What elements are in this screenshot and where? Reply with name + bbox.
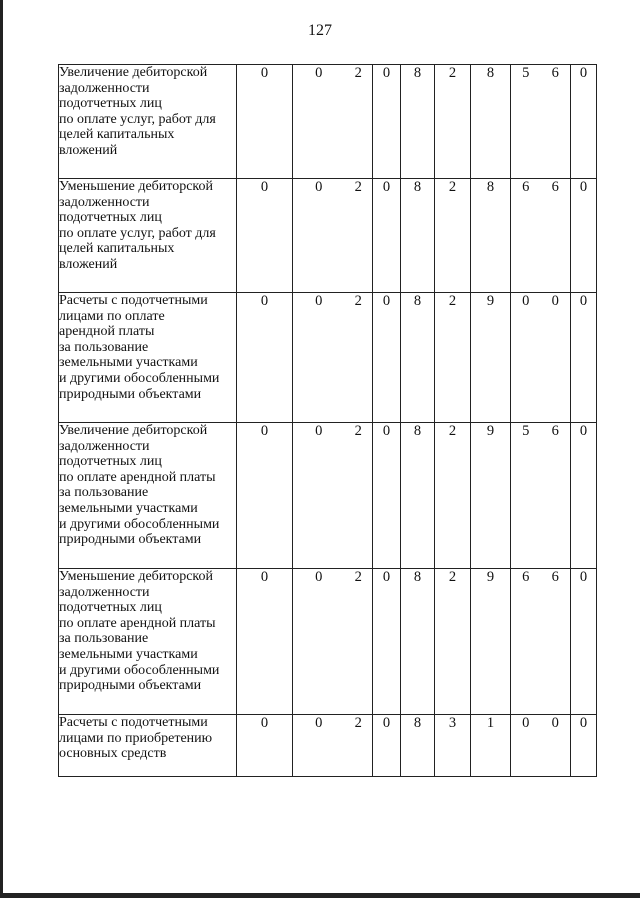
account-code-digit: 1	[471, 715, 511, 777]
account-code-digit: 0	[293, 179, 345, 293]
account-code-digit: 9	[471, 293, 511, 423]
description-line: Уменьшение дебиторской	[59, 179, 214, 194]
account-code-digit: 0	[571, 293, 597, 423]
description-line: за пользование	[59, 485, 149, 501]
description-line: по оплате услуг, работ для	[59, 111, 216, 127]
account-code-digit: 0	[373, 715, 401, 777]
account-code-digit: 0	[237, 423, 293, 569]
account-code-digit: 6	[541, 423, 571, 569]
description-line: земельными участками	[59, 355, 198, 371]
description-line: лицами по приобретению	[59, 730, 213, 746]
account-code-digit: 2	[345, 293, 373, 423]
account-code-digit: 2	[345, 65, 373, 179]
account-code-digit: 0	[373, 65, 401, 179]
description-line: арендной платы	[59, 324, 155, 340]
account-code-digit: 8	[401, 65, 435, 179]
account-code-digit: 0	[541, 715, 571, 777]
page-number: 127	[308, 22, 332, 39]
account-code-digit: 0	[293, 715, 345, 777]
description-line: подотчетных лиц	[59, 600, 162, 616]
account-code-digit: 0	[571, 715, 597, 777]
description-line: задолженности	[59, 438, 150, 454]
description-line: основных средств	[59, 746, 167, 762]
description-line: вложений	[59, 256, 118, 272]
account-code-digit: 6	[541, 65, 571, 179]
description-line: подотчетных лиц	[59, 210, 162, 226]
table-row	[59, 569, 597, 715]
account-description	[59, 715, 237, 777]
accounts-table	[58, 64, 597, 777]
account-code-digit: 0	[237, 65, 293, 179]
description-line: земельными участками	[59, 500, 198, 516]
account-code-digit: 2	[345, 179, 373, 293]
description-line: задолженности	[59, 194, 150, 210]
account-description	[59, 65, 237, 179]
description-line: лицами по оплате	[59, 308, 165, 324]
table-row	[59, 179, 597, 293]
account-code-digit: 0	[293, 65, 345, 179]
account-code-digit: 6	[541, 569, 571, 715]
account-code-digit: 2	[435, 179, 471, 293]
account-code-digit: 0	[373, 179, 401, 293]
account-code-digit: 0	[571, 179, 597, 293]
account-code-digit: 8	[471, 65, 511, 179]
description-line: земельными участками	[59, 646, 198, 662]
account-code-digit: 2	[345, 715, 373, 777]
scan-edge-bottom	[0, 893, 640, 898]
account-code-digit: 8	[401, 423, 435, 569]
description-line: природными объектами	[59, 532, 202, 548]
account-code-digit: 8	[471, 179, 511, 293]
description-line: Увеличение дебиторской	[59, 65, 208, 80]
account-code-digit: 0	[571, 423, 597, 569]
account-code-digit: 0	[237, 179, 293, 293]
account-code-digit: 0	[571, 65, 597, 179]
description-line: Увеличение дебиторской	[59, 423, 208, 438]
account-description	[59, 569, 237, 715]
description-line: по оплате арендной платы	[59, 615, 216, 631]
account-code-digit: 0	[293, 423, 345, 569]
account-code-digit: 6	[511, 179, 541, 293]
description-line: задолженности	[59, 80, 150, 96]
description-line: Расчеты с подотчетными	[59, 715, 208, 730]
table-row	[59, 65, 597, 179]
description-line: природными объектами	[59, 678, 202, 694]
account-code-digit: 0	[293, 569, 345, 715]
description-line: и другими обособленными	[59, 370, 220, 386]
account-code-digit: 6	[541, 179, 571, 293]
account-code-digit: 0	[293, 293, 345, 423]
account-description	[59, 423, 237, 569]
account-code-digit: 0	[237, 293, 293, 423]
description-line: природными объектами	[59, 386, 202, 402]
account-code-digit: 0	[571, 569, 597, 715]
account-code-digit: 8	[401, 179, 435, 293]
description-line: по оплате услуг, работ для	[59, 225, 216, 241]
account-code-digit: 5	[511, 65, 541, 179]
account-code-digit: 5	[511, 423, 541, 569]
table-row	[59, 715, 597, 777]
account-code-digit: 0	[373, 293, 401, 423]
account-code-digit: 9	[471, 423, 511, 569]
account-code-digit: 2	[345, 423, 373, 569]
table-row	[59, 293, 597, 423]
description-line: Уменьшение дебиторской	[59, 569, 214, 584]
account-code-digit: 2	[435, 65, 471, 179]
account-code-digit: 0	[373, 569, 401, 715]
account-code-digit: 0	[541, 293, 571, 423]
account-code-digit: 0	[511, 715, 541, 777]
account-description	[59, 179, 237, 293]
account-code-digit: 6	[511, 569, 541, 715]
account-code-digit: 0	[511, 293, 541, 423]
account-code-digit: 0	[237, 569, 293, 715]
table-row	[59, 423, 597, 569]
description-line: и другими обособленными	[59, 516, 220, 532]
account-code-digit: 2	[435, 423, 471, 569]
description-line: целей капитальных	[59, 127, 175, 143]
description-line: подотчетных лиц	[59, 96, 162, 112]
account-code-digit: 2	[435, 293, 471, 423]
account-code-digit: 3	[435, 715, 471, 777]
account-code-digit: 2	[345, 569, 373, 715]
description-line: задолженности	[59, 584, 150, 600]
account-code-digit: 2	[435, 569, 471, 715]
description-line: целей капитальных	[59, 241, 175, 257]
description-line: и другими обособленными	[59, 662, 220, 678]
description-line: Расчеты с подотчетными	[59, 293, 208, 308]
description-line: за пользование	[59, 631, 149, 647]
scan-edge-left	[0, 0, 3, 898]
description-line: подотчетных лиц	[59, 454, 162, 470]
description-line: по оплате арендной платы	[59, 469, 216, 485]
account-code-digit: 8	[401, 293, 435, 423]
account-description	[59, 293, 237, 423]
account-code-digit: 9	[471, 569, 511, 715]
account-code-digit: 8	[401, 715, 435, 777]
description-line: вложений	[59, 142, 118, 158]
description-line: за пользование	[59, 339, 149, 355]
account-code-digit: 0	[237, 715, 293, 777]
account-code-digit: 0	[373, 423, 401, 569]
account-code-digit: 8	[401, 569, 435, 715]
